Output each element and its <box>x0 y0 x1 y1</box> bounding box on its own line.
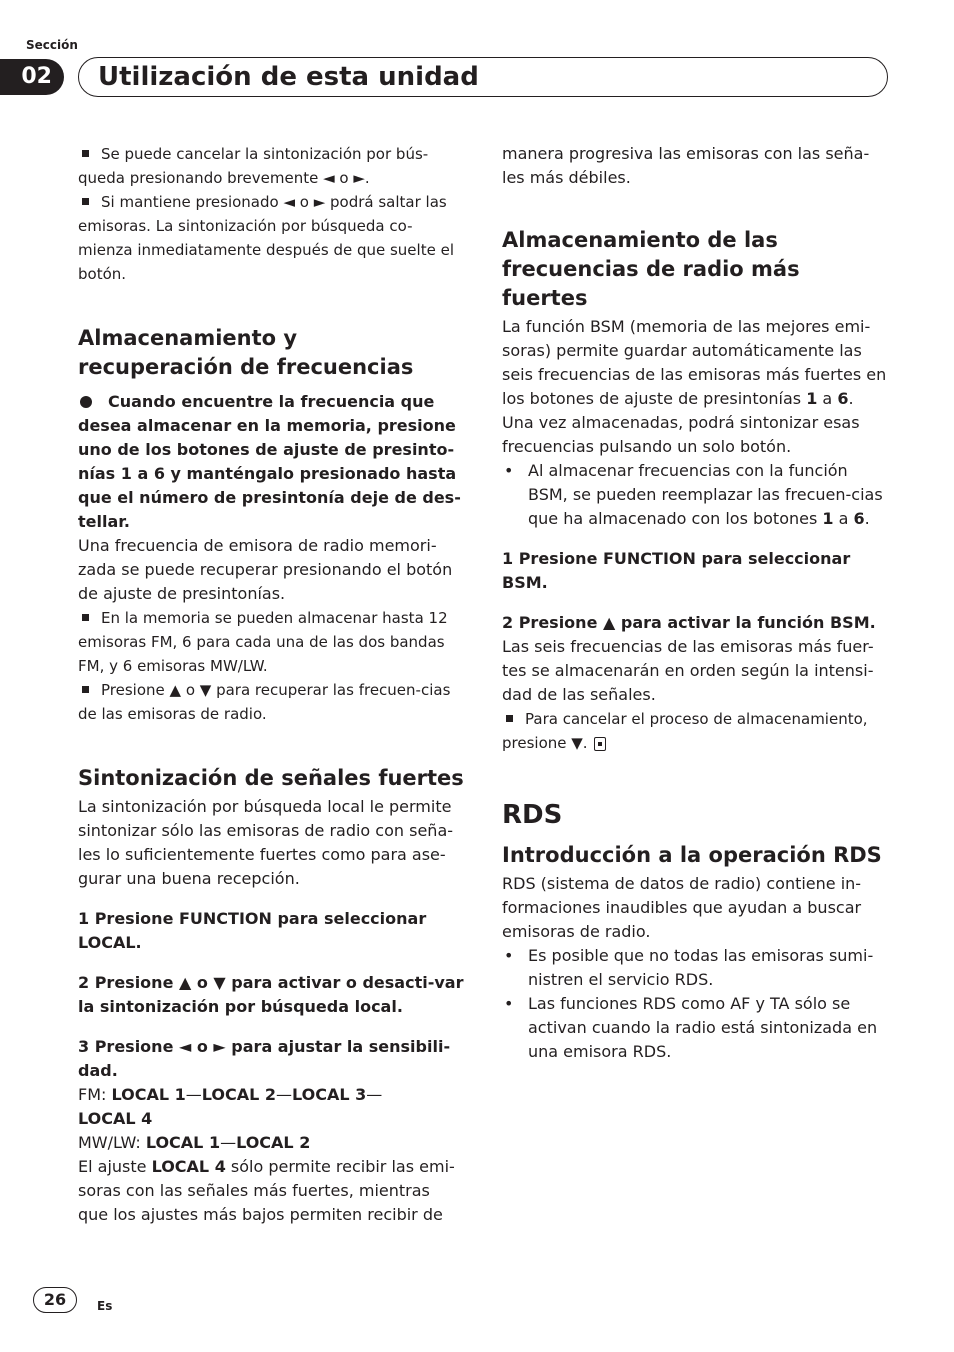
note-recall: Presione ▲ o ▼ para recuperar las frecuen-cias de las emisoras de radio. <box>78 681 451 723</box>
bullet-dot: • <box>504 461 514 480</box>
continued-text: manera progresiva las emisoras con las seña-les más débiles. <box>502 144 870 187</box>
bsm-body: La función BSM (memoria de las mejores emi-soras) permite guardar automáticamente las seis frecuencias de las emisoras más fuertes en los botones de ajuste de presintonías 1 a 6. Una vez almacenadas, podrá sintonizar esas frecuencias pulsando un solo botón. <box>502 317 887 456</box>
note-cancel-bsm: Para cancelar el proceso de almacenamiento, presione ▼. <box>502 710 868 752</box>
local-step-2: 2 Presione ▲ o ▼ para activar o desacti-var la sintonización por búsqueda local. <box>78 973 464 1016</box>
section-number-badge <box>0 59 64 95</box>
local4-explanation: El ajuste LOCAL 4 sólo permite recibir las emi-soras con las señales más fuertes, mientras que los ajustes más bajos permiten recibir de <box>78 1157 455 1224</box>
local-step-1: 1 Presione FUNCTION para seleccionar LOCAL. <box>78 909 427 952</box>
bsm-step-2: 2 Presione ▲ para activar la función BSM. <box>502 613 876 632</box>
local-step-3: 3 Presione ◄ o ► para ajustar la sensibili-dad. <box>78 1037 451 1080</box>
bullet-dot: • <box>504 946 514 965</box>
bullet-disc-icon <box>80 396 92 408</box>
section-number: 02 <box>21 64 52 89</box>
rds-bullet-1: • Es posible que no todas las emisoras sumi-nistren el servicio RDS. <box>504 946 874 989</box>
language-code: Es <box>97 1299 113 1313</box>
note-memory-capacity: En la memoria se pueden almacenar hasta 12 emisoras FM, 6 para cada una de las dos bandas FM, y 6 emisoras MW/LW. <box>78 609 448 675</box>
heading-bsm: Almacenamiento de las frecuencias de radio más fuertes <box>502 228 800 310</box>
note-skip-stations: Si mantiene presionado ◄ o ► podrá saltar las emisoras. La sintonización por búsqueda co-mienza inmediatamente después de que suelte el botón. <box>78 193 454 283</box>
note-square-icon <box>82 150 89 157</box>
heading-local-seek: Sintonización de señales fuertes <box>78 766 464 790</box>
note-square-icon <box>82 198 89 205</box>
heading-store-recall: Almacenamiento y recuperación de frecuencias <box>78 326 414 379</box>
note-cancel-seek: Se puede cancelar la sintonización por bús-queda presionando brevemente ◄ o ►. <box>78 145 429 187</box>
bullet-dot: • <box>504 994 514 1013</box>
rds-body: RDS (sistema de datos de radio) contiene in-formaciones inaudibles que ayudan a buscar emisoras de radio. <box>502 874 862 941</box>
note-square-icon <box>82 686 89 693</box>
store-instruction: Cuando encuentre la frecuencia que desea almacenar en la memoria, presione uno de los botones de ajuste de presinto-nías 1 a 6 y manténgalo presionado hasta que el número de presintonía deje de des-tellar. <box>78 392 461 531</box>
heading-rds: RDS <box>502 800 563 830</box>
fm-local-levels: FM: LOCAL 1—LOCAL 2—LOCAL 3— LOCAL 4 <box>78 1085 383 1128</box>
bsm-step-2-body: Las seis frecuencias de las emisoras más fuer-tes se almacenarán en orden según la intensi-dad de las señales. <box>502 637 874 704</box>
page-number: 26 <box>33 1287 77 1313</box>
bsm-step-1: 1 Presione FUNCTION para seleccionar BSM. <box>502 549 851 592</box>
note-square-icon <box>506 715 513 722</box>
heading-rds-intro: Introducción a la operación RDS <box>502 843 882 867</box>
end-of-section-icon <box>594 737 606 751</box>
section-label: Sección <box>26 38 78 52</box>
mwlw-local-levels: MW/LW: LOCAL 1—LOCAL 2 <box>78 1133 311 1152</box>
bsm-bullet: • Al almacenar frecuencias con la función BSM, se pueden reemplazar las frecuen-cias que ha almacenado con los botones 1 a 6. <box>504 461 883 528</box>
rds-bullet-2: • Las funciones RDS como AF y TA sólo se activan cuando la radio está sintonizada en una emisora RDS. <box>504 994 878 1061</box>
store-body: Una frecuencia de emisora de radio memori-zada se puede recuperar presionando el botón de ajuste de presintonías. <box>78 536 453 603</box>
local-body: La sintonización por búsqueda local le permite sintonizar sólo las emisoras de radio con seña-les lo suficientemente fuertes como para ase-gurar una buena recepción. <box>78 797 454 888</box>
note-square-icon <box>82 614 89 621</box>
left-column <box>78 142 464 1227</box>
page-title: Utilización de esta unidad <box>98 62 479 92</box>
right-column <box>502 142 888 1064</box>
